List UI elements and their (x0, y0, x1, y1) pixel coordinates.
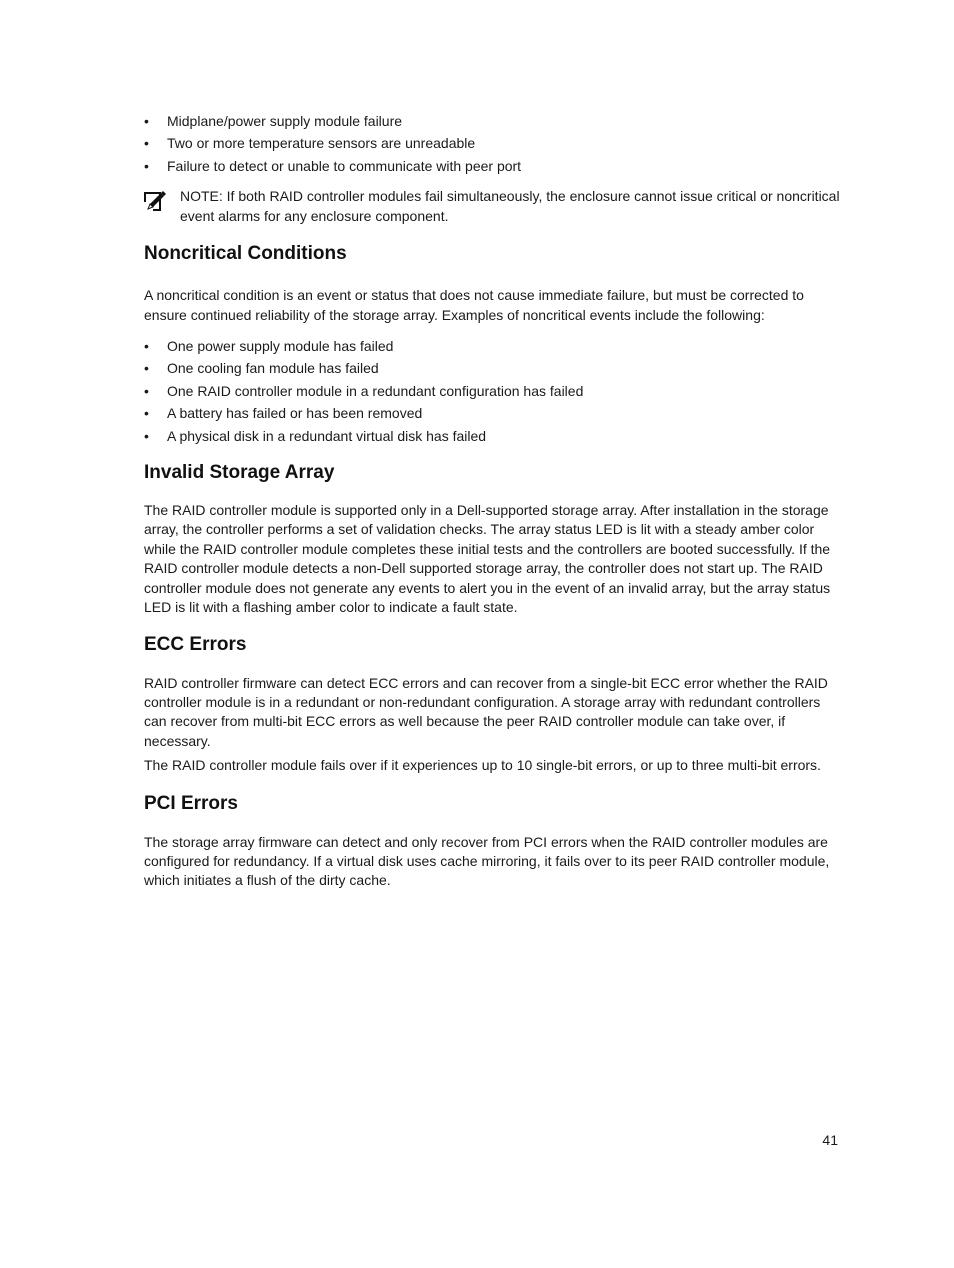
list-item: • One power supply module has failed (144, 335, 844, 357)
section-ecc-errors (144, 633, 844, 776)
section-paragraph: RAID controller firmware can detect ECC errors and can recover from a single-bit ECC error whether the RAID controller module is in a redundant or non-redundant configuration. A storage array with redundant controllers can recover from multi-bit ECC errors as well because the peer RAID controller module can take over, if necessary. (144, 674, 828, 749)
noncritical-events-list (144, 335, 844, 447)
list-item: • Failure to detect or unable to communicate with peer port (144, 155, 844, 177)
section-heading: PCI Errors (144, 792, 238, 814)
list-item: • Midplane/power supply module failure (144, 110, 844, 132)
section-paragraph: The storage array firmware can detect and only recover from PCI errors when the RAID controller modules are configured for redundancy. If a virtual disk uses cache mirroring, it fails over to its peer RAID controller module, which initiates a flush of the dirty cache. (144, 833, 830, 889)
note-label: NOTE: (180, 188, 223, 205)
page-number: 41 (822, 1132, 838, 1148)
document-page (144, 110, 844, 891)
section-heading: Noncritical Conditions (144, 243, 347, 265)
section-heading: Invalid Storage Array (144, 462, 335, 484)
list-item: • A physical disk in a redundant virtual disk has failed (144, 425, 844, 447)
note-body: If both RAID controller modules fail simultaneously, the enclosure cannot issue critical or noncritical event alarms for any enclosure component. (180, 188, 840, 225)
list-item: • A battery has failed or has been removed (144, 402, 844, 424)
section-paragraph: The RAID controller module is supported only in a Dell-supported storage array. After installation in the storage array, the controller performs a set of validation checks. The array status LED is lit with a steady amber color while the RAID controller module completes these initial tests and the controllers are booted successfully. If the RAID controller module detects a non-Dell supported storage array, the controller does not start up. The RAID controller module does not generate any events to alert you in the event of an invalid array, but the array status LED is lit with a flashing amber color to indicate a fault state. (144, 502, 831, 616)
pencil-note-icon (144, 190, 166, 212)
section-pci-errors (144, 792, 844, 891)
section-invalid-storage-array (144, 461, 844, 617)
list-item: • One RAID controller module in a redundant configuration has failed (144, 380, 844, 402)
critical-conditions-list (144, 110, 844, 177)
section-noncritical-conditions (144, 242, 844, 447)
note-box (144, 186, 844, 226)
section-paragraph: The RAID controller module fails over if it experiences up to 10 single-bit errors, or up to three multi-bit errors. (144, 757, 821, 774)
note-text (180, 186, 844, 226)
list-item: • Two or more temperature sensors are unreadable (144, 132, 844, 154)
section-heading: ECC Errors (144, 633, 247, 655)
list-item: • One cooling fan module has failed (144, 357, 844, 379)
section-paragraph: A noncritical condition is an event or status that does not cause immediate failure, but must be corrected to ensure continued reliability of the storage array. Examples of noncritical events include the following: (144, 287, 804, 323)
